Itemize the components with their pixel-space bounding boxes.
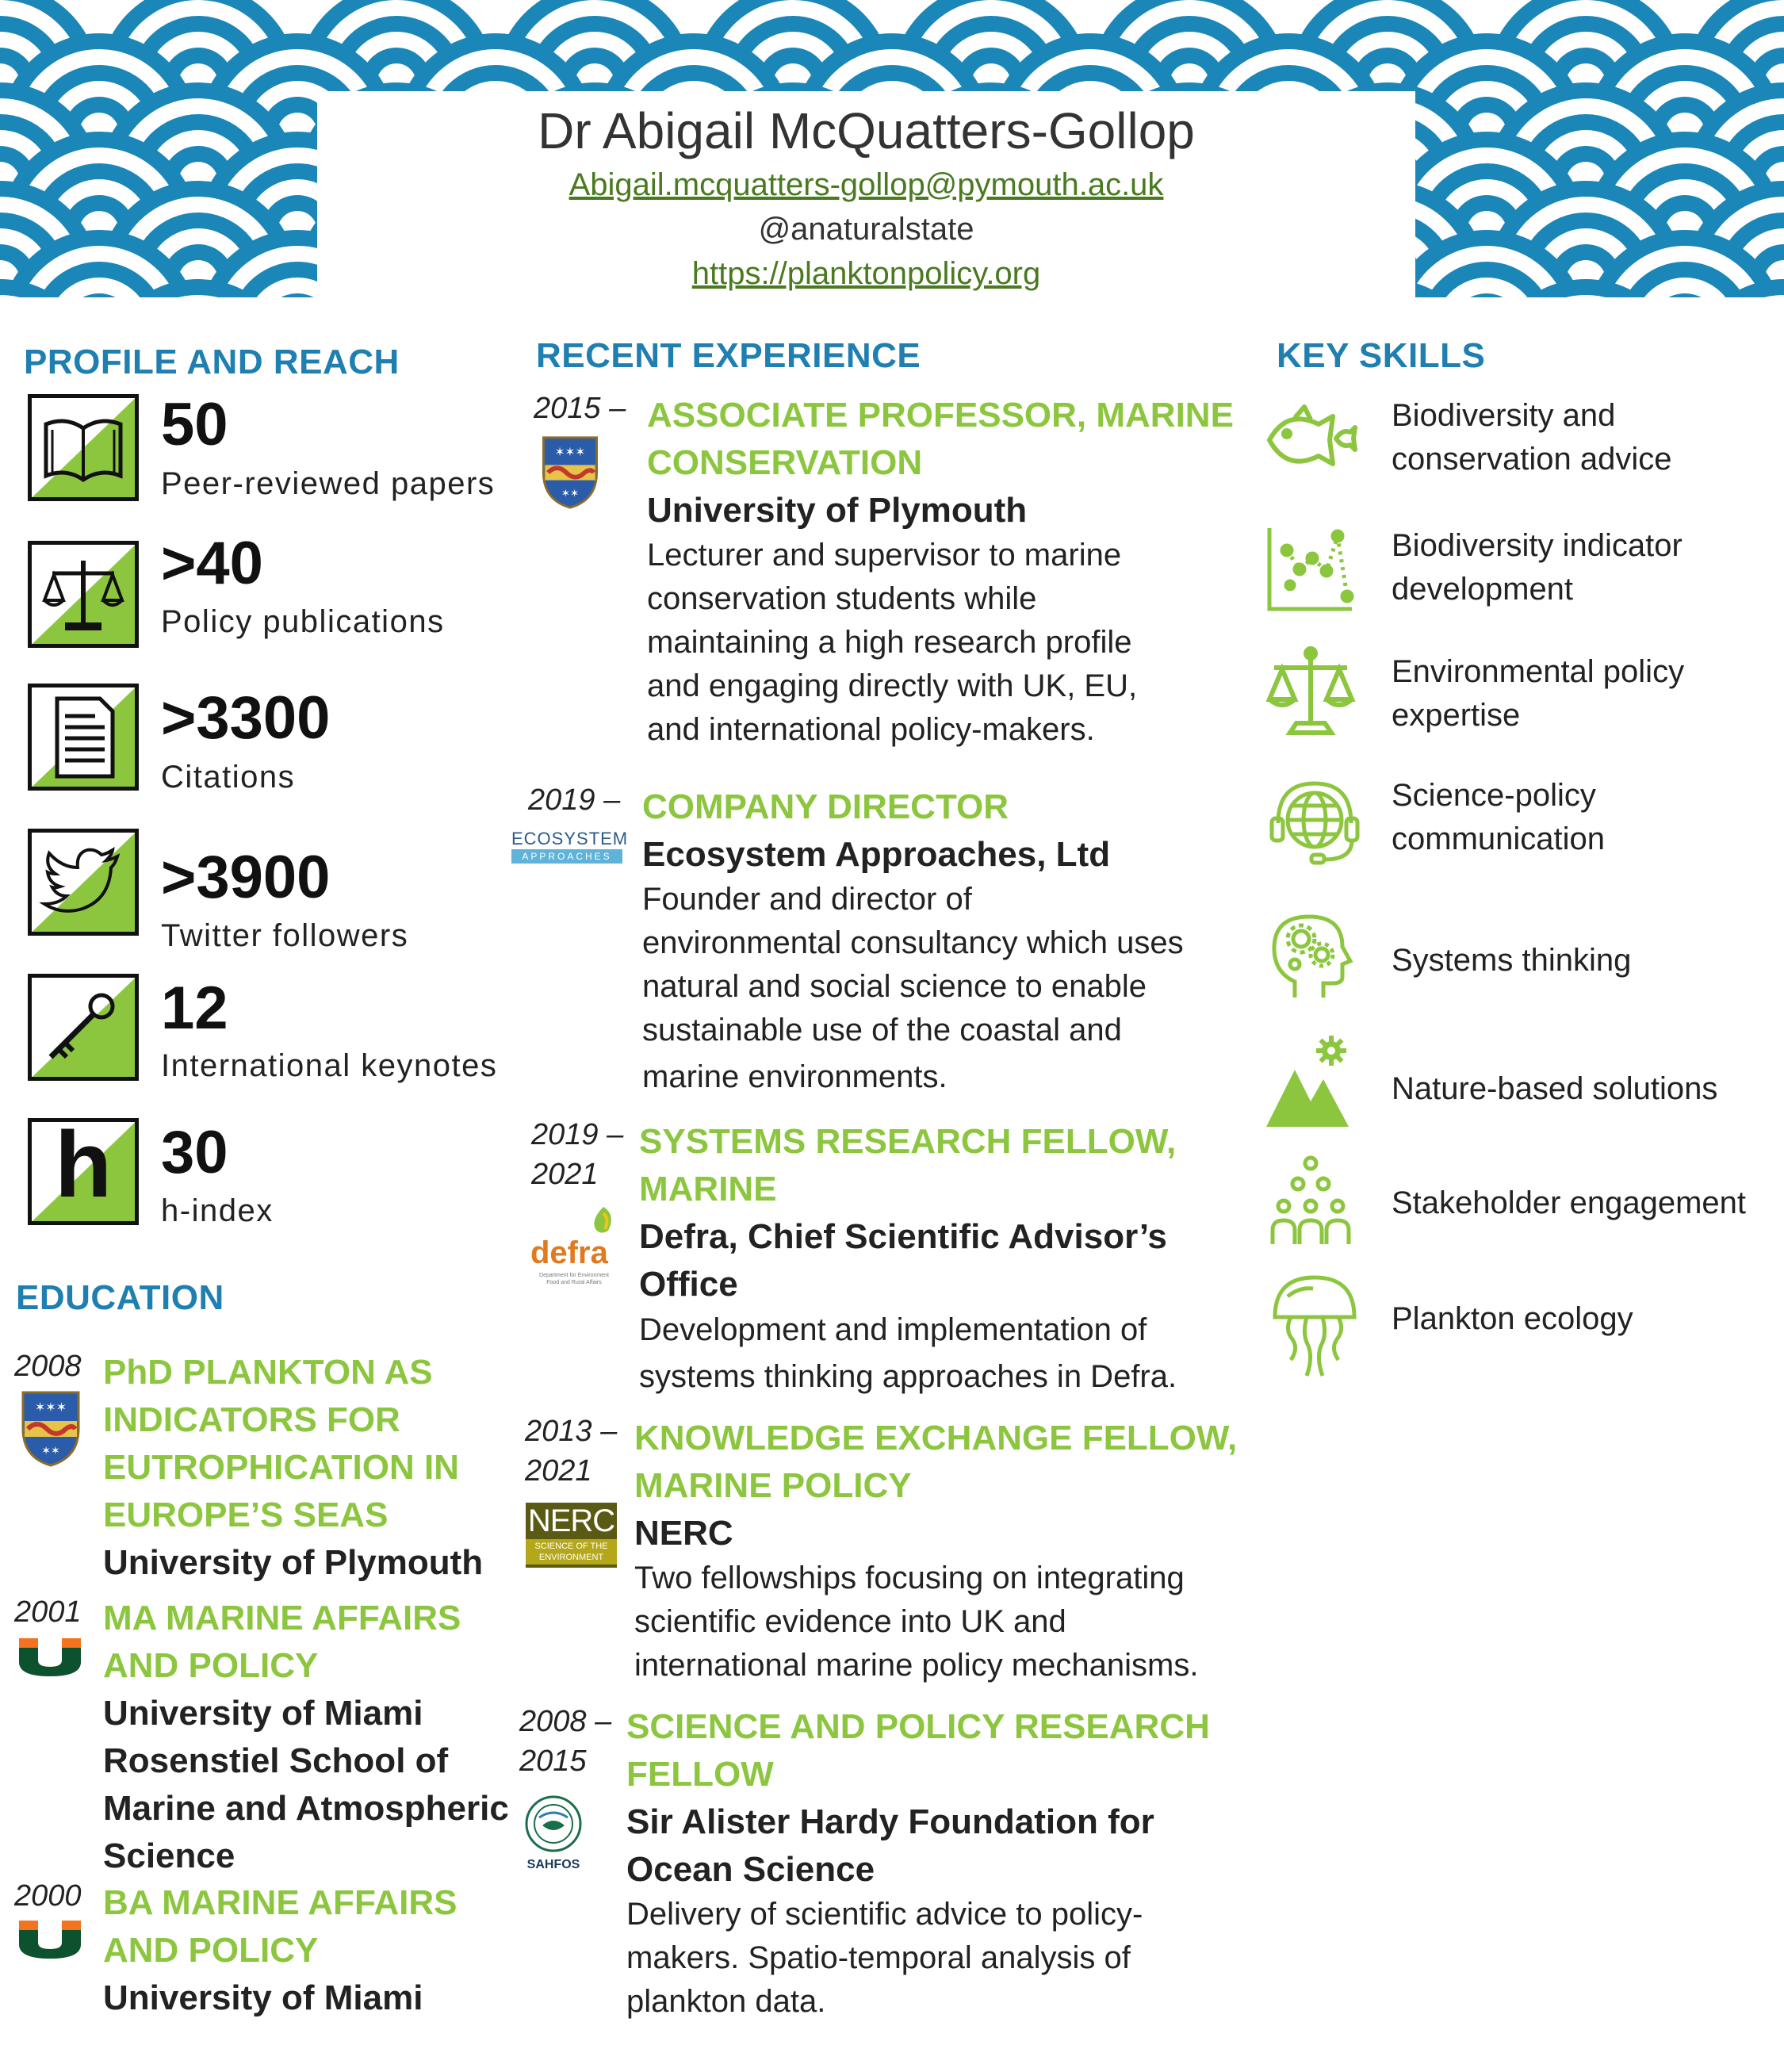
- globe-headset-icon: [1267, 777, 1362, 872]
- svg-text:✶✶: ✶✶: [561, 488, 580, 500]
- svg-text:✶✶✶: ✶✶✶: [554, 444, 586, 459]
- defra-logo: defra Department for Environment Food and Rural Affairs: [527, 1205, 618, 1285]
- miami-u-logo: [17, 1919, 82, 1960]
- skill-label: Biodiversity and conservation advice: [1392, 398, 1672, 477]
- experience-section-title: RECENT EXPERIENCE: [536, 336, 921, 375]
- key-icon: [28, 974, 139, 1081]
- stat-value: >3900: [161, 844, 331, 911]
- nerc-logo: NERC SCIENCE OF THE ENVIRONMENT: [526, 1503, 617, 1568]
- skill-label: Plankton ecology: [1392, 1301, 1633, 1336]
- experience-role: SCIENCE AND POLICY RESEARCH FELLOW: [626, 1707, 1210, 1794]
- ecosystem-approaches-logo: ECOSYSTEM APPROACHES: [511, 829, 629, 862]
- email-link[interactable]: Abigail.mcquatters-gollop@pymouth.ac.uk: [569, 167, 1164, 202]
- experience-organization: Sir Alister Hardy Foundation for Ocean Science: [626, 1802, 1154, 1889]
- education-section-title: EDUCATION: [16, 1278, 224, 1317]
- jellyfish-icon: [1267, 1273, 1362, 1380]
- book-icon: [28, 394, 139, 501]
- experience-description: Founder and director of environmental consultancy which uses natural and social science to enable sustainable use of the coastal and marine environments.: [642, 882, 1184, 1094]
- experience-description: Development and implementation of systems thinking approaches in Defra.: [639, 1312, 1177, 1394]
- experience-years: 2013 – 2021: [525, 1415, 618, 1488]
- document-icon: [28, 684, 139, 791]
- experience-role: ASSOCIATE PROFESSOR, MARINE CONSERVATION: [647, 396, 1234, 482]
- skill-label: Nature-based solutions: [1392, 1071, 1718, 1106]
- stat-value: 30: [161, 1119, 228, 1186]
- stat-label: Policy publications: [161, 604, 445, 639]
- education-institution: University of Miami Rosenstiel School of Marine and Atmospheric Science: [103, 1694, 509, 1875]
- fish-icon: [1263, 393, 1358, 488]
- h-letter-icon: h: [28, 1118, 139, 1225]
- skill-label: Environmental policy expertise: [1392, 654, 1685, 733]
- stat-label: h-index: [161, 1193, 274, 1228]
- experience-role: SYSTEMS RESEARCH FELLOW, MARINE: [639, 1122, 1177, 1208]
- svg-text:✶✶: ✶✶: [41, 1445, 60, 1457]
- experience-description: Lecturer and supervisor to marine conservation students while maintaining a high research profile and engaging directly with UK, EU, and international policy-makers.: [647, 538, 1138, 747]
- person-name: Dr Abigail McQuatters-Gollop: [538, 102, 1195, 159]
- experience-role: KNOWLEDGE EXCHANGE FELLOW, MARINE POLICY: [634, 1419, 1238, 1505]
- education-degree: PhD PLANKTON AS INDICATORS FOR EUTROPHICATION IN EUROPE’S SEAS: [103, 1353, 459, 1534]
- skills-section-title: KEY SKILLS: [1277, 336, 1486, 375]
- education-degree: MA MARINE AFFAIRS AND POLICY: [103, 1599, 461, 1685]
- twitter-bird-icon: [28, 829, 139, 936]
- experience-years: 2015 –: [534, 392, 626, 425]
- scales-icon: [1263, 644, 1358, 739]
- experience-organization: University of Plymouth: [647, 491, 1028, 530]
- sahfos-logo: SAHFOS: [517, 1794, 590, 1873]
- education-institution: University of Plymouth: [103, 1543, 484, 1582]
- svg-text:✶✶✶: ✶✶✶: [34, 1400, 67, 1415]
- experience-organization: NERC: [634, 1514, 733, 1553]
- stat-value: 50: [161, 391, 228, 458]
- education-year: 2008: [14, 1350, 82, 1383]
- plymouth-crest-logo: [20, 1389, 82, 1469]
- skill-label: Stakeholder engagement: [1392, 1185, 1746, 1220]
- stat-label: Citations: [161, 760, 296, 795]
- twitter-handle: @anaturalstate: [758, 212, 974, 247]
- mountains-gear-icon: [1263, 1035, 1358, 1130]
- stat-label: Peer-reviewed papers: [161, 466, 496, 501]
- scatter-chart-icon: [1263, 523, 1358, 619]
- experience-organization: Ecosystem Approaches, Ltd: [642, 835, 1111, 874]
- header-card: [317, 91, 1415, 299]
- experience-years: 2019 –: [528, 783, 621, 817]
- skill-label: Systems thinking: [1392, 943, 1632, 978]
- scales-icon: [28, 541, 139, 648]
- experience-role: COMPANY DIRECTOR: [642, 787, 1009, 826]
- skill-label: Biodiversity indicator development: [1392, 528, 1683, 607]
- experience-description: Two fellowships focusing on integrating scientific evidence into UK and international marine policy mechanisms.: [634, 1561, 1199, 1683]
- stat-value: >40: [161, 530, 263, 597]
- stat-label: Twitter followers: [161, 918, 409, 953]
- education-year: 2000: [14, 1879, 82, 1913]
- head-gears-icon: [1263, 909, 1358, 1004]
- education-institution: University of Miami: [103, 1978, 423, 2017]
- website-link[interactable]: https://planktonpolicy.org: [691, 256, 1041, 291]
- stat-label: International keynotes: [161, 1048, 498, 1083]
- experience-description: Delivery of scientific advice to policy- makers. Spatio-temporal analysis of plankton data.: [626, 1897, 1143, 2019]
- skill-label: Science-policy communication: [1392, 778, 1606, 856]
- people-group-icon: [1263, 1154, 1358, 1249]
- experience-organization: Defra, Chief Scientific Advisor’s Office: [639, 1217, 1167, 1304]
- profile-section-title: PROFILE AND REACH: [24, 343, 400, 381]
- experience-years: 2008 – 2015: [519, 1705, 612, 1778]
- education-degree: BA MARINE AFFAIRS AND POLICY: [103, 1883, 457, 1970]
- experience-years: 2019 – 2021: [531, 1118, 624, 1191]
- miami-u-logo: [17, 1637, 82, 1678]
- education-year: 2001: [14, 1595, 82, 1629]
- stat-value: 12: [161, 975, 228, 1042]
- plymouth-crest-logo: [539, 435, 601, 511]
- stat-value: >3300: [161, 684, 331, 752]
